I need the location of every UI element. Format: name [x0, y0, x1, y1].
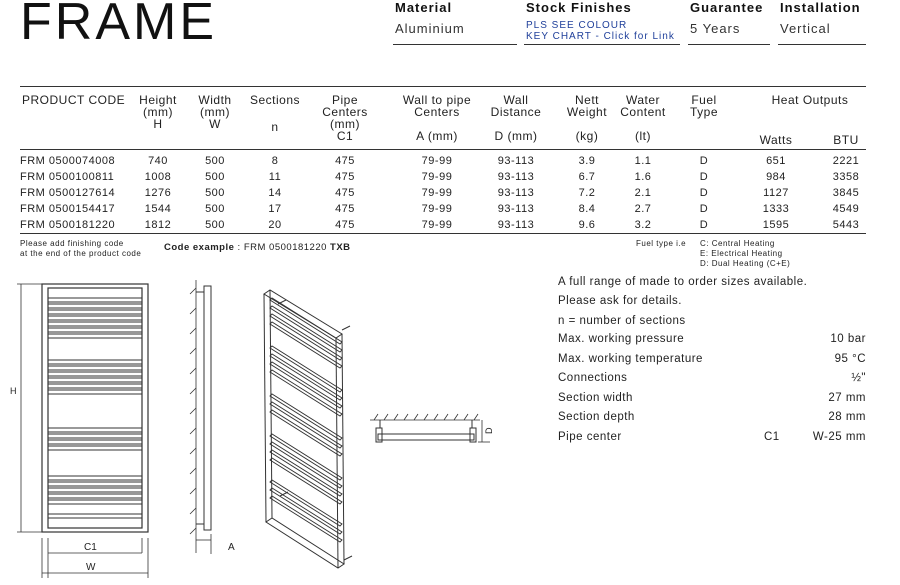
spec-label: Section width: [558, 391, 633, 404]
cell-wall-distance: 93-113: [497, 155, 535, 167]
cell-btu: 2221: [832, 155, 860, 167]
perspective-frame: [264, 290, 344, 568]
cell-wall-distance: 93-113: [497, 219, 535, 231]
finishes-link-line1[interactable]: PLS SEE COLOUR: [526, 20, 628, 31]
col-wall-3: A (mm): [416, 129, 458, 143]
top-view-diagram: [366, 412, 500, 448]
front-bar: [48, 378, 142, 382]
cell-wall-distance: 93-113: [497, 203, 535, 215]
cell-pipe-centers: 475: [335, 187, 355, 199]
cell-width: 500: [205, 219, 225, 231]
cell-product-code: FRM 0500127614: [20, 187, 116, 199]
cell-wall-to-pipe: 79-99: [421, 171, 453, 183]
col-nett-3: (kg): [575, 129, 599, 143]
material-underline: [393, 44, 517, 45]
spec-label: Pipe center: [558, 430, 622, 443]
spec-value: 10 bar: [830, 333, 866, 345]
front-bar: [48, 428, 142, 432]
col-width-1: Width: [198, 93, 232, 107]
cell-nett-weight: 8.4: [578, 203, 596, 215]
installation-underline: [778, 44, 866, 45]
cell-height: 1008: [144, 171, 172, 183]
col-pipe-3: (mm): [330, 117, 360, 131]
perspective-bar: [270, 410, 342, 456]
side-dimensions: [196, 534, 211, 554]
front-bars: [48, 298, 142, 518]
perspective-brackets: [278, 300, 352, 560]
cell-sections: 17: [268, 203, 282, 215]
perspective-bar: [270, 394, 342, 440]
code-example-label: Code example: [164, 242, 235, 253]
front-bar: [48, 322, 142, 326]
front-bar: [48, 334, 142, 338]
table-bottom-rule: [20, 233, 866, 234]
finishes-underline: [524, 44, 680, 45]
cell-btu: 4549: [832, 203, 860, 215]
col-water-3: (lt): [635, 129, 651, 143]
cell-pipe-centers: 475: [335, 155, 355, 167]
perspective-bar: [270, 442, 342, 488]
cell-watts: 1127: [763, 187, 789, 199]
code-example: [164, 242, 351, 253]
front-bar: [48, 494, 142, 498]
perspective-bar: [270, 434, 342, 480]
col-water-1: Water: [625, 93, 661, 107]
col-heat-outputs: Heat Outputs: [771, 93, 849, 107]
col-height-3: H: [153, 117, 163, 131]
col-height-1: Height: [139, 93, 177, 107]
cell-wall-distance: 93-113: [497, 171, 535, 183]
spec-label: Max. working temperature: [558, 352, 703, 365]
cell-width: 500: [205, 155, 225, 167]
spec-value: ½": [851, 372, 866, 384]
guarantee-underline: [688, 44, 770, 45]
col-pipe-2: Centers: [322, 105, 368, 119]
cell-wall-to-pipe: 79-99: [421, 187, 453, 199]
brand-title: FRAME: [20, 0, 217, 51]
col-fuel-2: Type: [689, 105, 718, 119]
perspective-bar: [270, 496, 342, 542]
front-bar: [48, 440, 142, 444]
side-view-diagram: [186, 278, 246, 558]
col-product-code: PRODUCT CODE: [22, 93, 126, 107]
side-profile: [196, 286, 211, 530]
cell-height: 740: [148, 155, 168, 167]
col-sections-1: Sections: [249, 93, 301, 107]
front-outer-frame: [42, 284, 148, 532]
cell-product-code: FRM 0500154417: [20, 203, 116, 215]
cell-watts: 984: [766, 171, 786, 183]
cell-nett-weight: 6.7: [578, 171, 596, 183]
front-bar: [48, 514, 142, 518]
cell-width: 500: [205, 187, 225, 199]
perspective-bar: [270, 298, 342, 344]
col-wall-1: Wall to pipe: [402, 93, 472, 107]
cell-wall-distance: 93-113: [497, 187, 535, 199]
cell-watts: 651: [766, 155, 786, 167]
spec-value: W-25 mm: [812, 430, 866, 443]
spec-label: Connections: [558, 372, 628, 384]
cell-nett-weight: 7.2: [578, 187, 596, 199]
fuel-type-d: D: Dual Heating (C+E): [700, 259, 791, 268]
perspective-bar: [270, 314, 342, 360]
col-fuel-1: Fuel: [691, 93, 717, 107]
label-h: H: [10, 386, 17, 396]
code-example-sep: :: [234, 242, 244, 253]
front-bar: [48, 446, 142, 450]
cell-sections: 14: [268, 187, 282, 199]
col-pipe-1: Pipe: [331, 93, 359, 107]
col-width-3: W: [209, 117, 221, 131]
material-value: Aluminium: [395, 21, 465, 36]
finish-note-line1: Please add finishing code: [20, 239, 124, 248]
front-bar: [48, 316, 142, 320]
cell-water-content: 1.6: [634, 171, 652, 183]
stock-finishes-label: Stock Finishes: [526, 0, 632, 15]
spec-value: 27 mm: [828, 391, 866, 404]
perspective-bar: [270, 370, 342, 416]
cell-pipe-centers: 475: [335, 203, 355, 215]
cell-fuel-type: D: [699, 171, 709, 183]
front-bar: [48, 476, 142, 480]
front-bar: [48, 372, 142, 376]
cell-product-code: FRM 0500074008: [20, 155, 116, 167]
cell-width: 500: [205, 171, 225, 183]
label-w: W: [86, 562, 96, 573]
front-bar: [48, 328, 142, 332]
col-walld-2: Distance: [490, 105, 542, 119]
cell-water-content: 1.1: [634, 155, 652, 167]
perspective-bar: [270, 402, 342, 448]
front-bar: [48, 366, 142, 370]
cell-fuel-type: D: [699, 203, 709, 215]
cell-btu: 3358: [832, 171, 860, 183]
spec-mid: C1: [764, 430, 780, 443]
label-d: D: [484, 427, 494, 434]
perspective-bar: [270, 322, 342, 368]
col-walld-3: D (mm): [494, 129, 538, 143]
col-water-2: Content: [620, 105, 666, 119]
code-example-suffix: TXB: [330, 242, 351, 253]
guarantee-value: 5 Years: [690, 21, 741, 36]
cell-wall-to-pipe: 79-99: [421, 155, 453, 167]
cell-watts: 1595: [762, 219, 790, 231]
fuel-type-e: E: Electrical Heating: [700, 249, 783, 258]
front-bar: [48, 434, 142, 438]
cell-height: 1276: [144, 187, 172, 199]
spec-value: 28 mm: [828, 411, 866, 423]
cell-width: 500: [205, 203, 225, 215]
spec-n-definition: n = number of sections: [558, 315, 686, 327]
cell-btu: 5443: [832, 219, 860, 231]
spec-value: 95 °C: [834, 352, 866, 365]
cell-watts: 1333: [762, 203, 790, 215]
cell-wall-to-pipe: 79-99: [421, 219, 453, 231]
front-bar: [48, 488, 142, 492]
front-bar: [48, 384, 142, 388]
finish-note-line2: at the end of the product code: [20, 249, 142, 258]
cell-sections: 8: [271, 155, 279, 167]
cell-water-content: 3.2: [634, 219, 652, 231]
front-bar: [48, 482, 142, 486]
label-a: A: [228, 542, 235, 553]
cell-btu: 3845: [832, 187, 860, 199]
finishes-link-line2[interactable]: KEY CHART - Click for Link: [526, 31, 675, 42]
cell-height: 1544: [144, 203, 172, 215]
fuel-type-c: C: Central Heating: [700, 239, 775, 248]
col-width-2: (mm): [200, 105, 230, 119]
cell-sections: 20: [268, 219, 282, 231]
cell-wall-to-pipe: 79-99: [421, 203, 453, 215]
perspective-diagram: [258, 286, 358, 572]
spec-label: Max. working pressure: [558, 333, 685, 345]
col-height-2: (mm): [143, 105, 173, 119]
cell-water-content: 2.1: [634, 187, 652, 199]
front-bar: [48, 310, 142, 314]
cell-pipe-centers: 475: [335, 219, 355, 231]
cell-product-code: FRM 0500181220: [20, 219, 116, 231]
front-bar: [48, 500, 142, 504]
cell-fuel-type: D: [699, 219, 709, 231]
cell-fuel-type: D: [699, 155, 709, 167]
top-wall-hatching: [370, 414, 480, 420]
front-bar: [48, 304, 142, 308]
spec-intro-2: Please ask for details.: [558, 295, 683, 307]
table-top-rule: [20, 86, 866, 87]
table-header-rule: [20, 149, 866, 150]
col-watts: Watts: [759, 133, 793, 147]
material-label: Material: [395, 0, 453, 15]
perspective-bar: [270, 346, 342, 392]
label-c1: C1: [84, 542, 97, 553]
cell-sections: 11: [268, 171, 282, 183]
cell-water-content: 2.7: [634, 203, 652, 215]
installation-label: Installation: [780, 0, 861, 15]
perspective-bar: [270, 306, 342, 352]
wall-hatching: [190, 280, 196, 553]
installation-value: Vertical: [780, 21, 831, 36]
spec-label: Section depth: [558, 411, 635, 423]
col-walld-1: Wall: [503, 93, 529, 107]
cell-product-code: FRM 0500100811: [20, 171, 115, 183]
col-pipe-4: C1: [336, 129, 354, 143]
spec-intro-1: A full range of made to order sizes available.: [558, 276, 808, 288]
col-btu: BTU: [833, 133, 859, 147]
col-nett-1: Nett: [574, 93, 599, 107]
cell-pipe-centers: 475: [335, 171, 355, 183]
front-bar: [48, 390, 142, 394]
code-example-value: FRM 0500181220: [243, 242, 331, 253]
cell-nett-weight: 3.9: [578, 155, 596, 167]
fuel-type-label: Fuel type i.e: [636, 239, 687, 248]
front-bar: [48, 360, 142, 364]
top-profile: [376, 420, 476, 442]
perspective-bar: [270, 362, 342, 408]
col-nett-2: Weight: [566, 105, 608, 119]
cell-nett-weight: 9.6: [578, 219, 596, 231]
front-bar: [48, 298, 142, 302]
front-view-diagram: [8, 278, 158, 580]
col-wall-2: Centers: [414, 105, 460, 119]
cell-height: 1812: [144, 219, 172, 231]
cell-fuel-type: D: [699, 187, 709, 199]
perspective-bar: [270, 354, 342, 400]
guarantee-label: Guarantee: [690, 0, 764, 15]
col-sections-2: n: [271, 120, 279, 134]
